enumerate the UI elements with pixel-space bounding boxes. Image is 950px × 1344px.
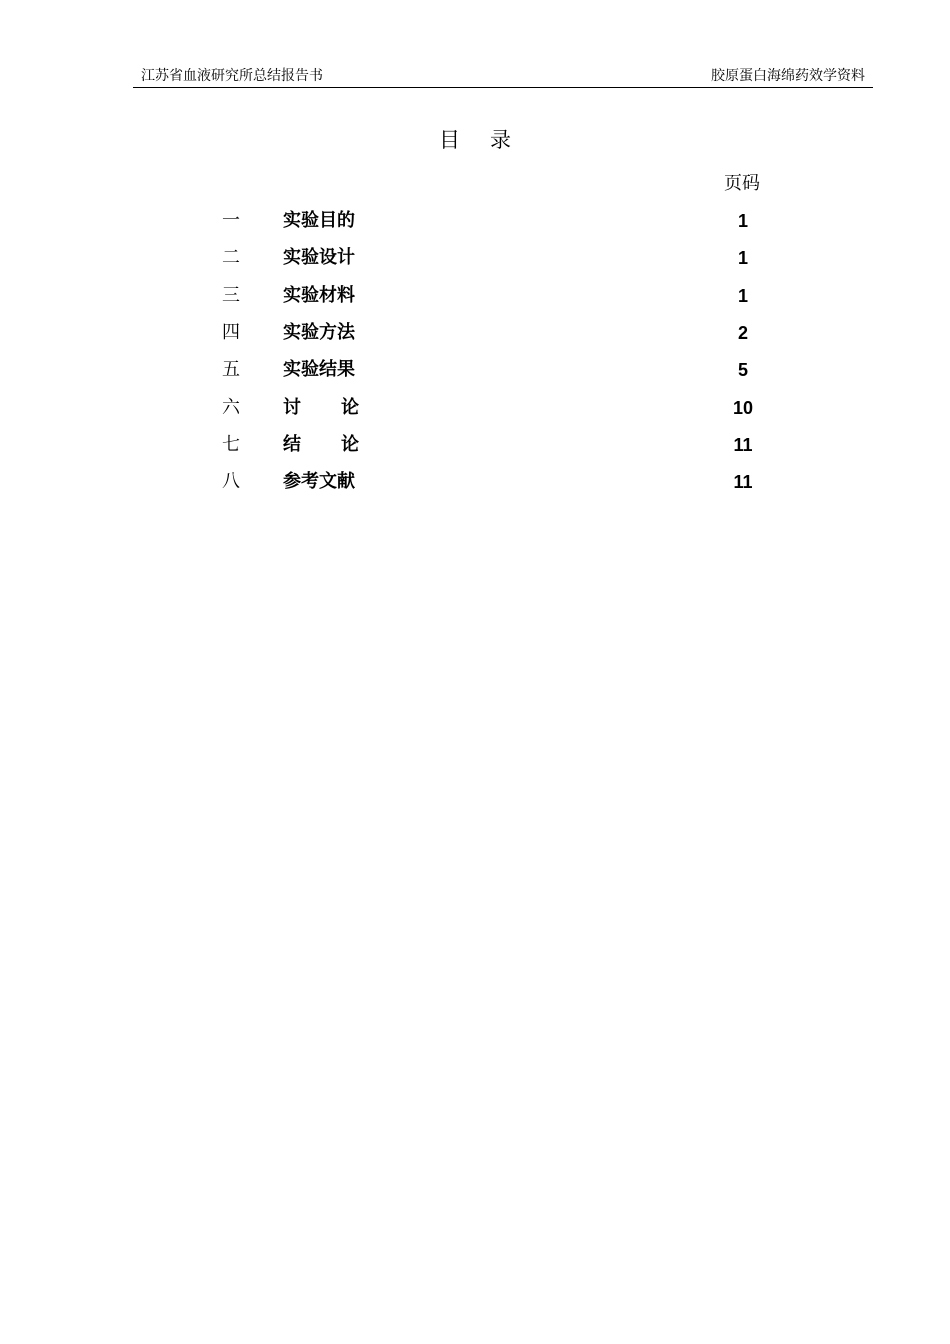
toc-entry-heading: 实验材料: [283, 285, 355, 306]
toc-entry-page: 10: [732, 398, 754, 418]
toc-entry: [0, 432, 950, 458]
toc-title: 目录: [439, 128, 541, 152]
toc-entry-numeral: 八: [222, 471, 240, 492]
toc-entry-heading: 参考文献: [283, 471, 355, 492]
toc-entry-page: 11: [733, 472, 753, 492]
toc-entry-heading-char: 论: [341, 434, 359, 455]
toc-entry-numeral: 二: [222, 247, 240, 268]
page-header: [133, 0, 873, 90]
toc-entry: [0, 283, 950, 309]
toc-entry-heading: 实验目的: [283, 210, 355, 231]
toc-entry-numeral: 六: [222, 397, 240, 418]
toc-entry-heading: 实验设计: [283, 247, 355, 268]
toc-entry-numeral: 四: [222, 322, 240, 343]
toc-entry-heading-char: 结: [283, 434, 301, 455]
toc-entry-heading-char: 讨: [283, 397, 301, 418]
header-divider: [133, 87, 873, 88]
toc-entry: [0, 469, 950, 495]
toc-entry-page: 1: [737, 286, 748, 306]
toc-entry: [0, 245, 950, 271]
toc-entry-numeral: 三: [222, 285, 240, 306]
toc-entry-heading: 实验结果: [283, 359, 355, 380]
toc-entry-page: 2: [737, 323, 748, 343]
toc-entry-heading: [283, 395, 359, 421]
toc-entry: [0, 208, 950, 234]
toc-entry-numeral: 七: [222, 434, 240, 455]
page-column-label: 页码: [724, 173, 760, 194]
toc-entry: [0, 395, 950, 421]
toc-entry-page: 1: [737, 248, 748, 268]
header-right-text: 胶原蛋白海绵药效学资料: [711, 68, 865, 84]
toc-entry: [0, 320, 950, 346]
toc-entry-heading: [283, 432, 359, 458]
toc-entry: [0, 357, 950, 383]
toc-entry-page: 5: [737, 360, 748, 380]
toc-entry-page: 1: [737, 211, 748, 231]
toc-entry-numeral: 一: [222, 210, 240, 231]
toc-entry-heading: 实验方法: [283, 322, 355, 343]
toc-entry-numeral: 五: [222, 359, 240, 380]
toc-entry-page: 11: [733, 435, 753, 455]
header-left-text: 江苏省血液研究所总结报告书: [141, 68, 323, 84]
toc-entry-heading-char: 论: [341, 397, 359, 418]
